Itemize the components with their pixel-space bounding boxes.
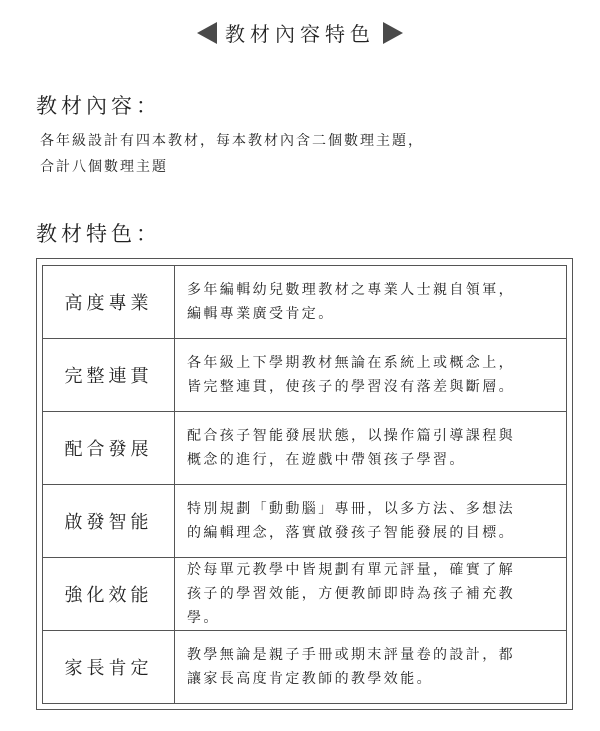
features-table: [42, 265, 567, 704]
page-title: 教材內容特色: [225, 22, 375, 46]
content-line: 各年級設計有四本教材，每本教材內含二個數理主題，: [40, 133, 424, 149]
table-row: [43, 266, 567, 339]
feature-description: [175, 266, 567, 339]
description-line: 編輯專業廣受肯定。: [187, 306, 335, 322]
content-line: 合計八個數理主題: [40, 159, 168, 175]
feature-description: [175, 339, 567, 412]
description-line: 皆完整連貫，使孩子的學習沒有落差與斷層。: [187, 379, 515, 395]
table-row: [43, 558, 567, 631]
feature-description: [175, 485, 567, 558]
feature-description: [175, 412, 567, 485]
table-row: [43, 412, 567, 485]
feature-name: 完整連貫: [43, 339, 175, 412]
description-line: 學。: [187, 610, 220, 626]
right-arrow-icon: [383, 22, 403, 44]
description-line: 多年編輯幼兒數理教材之專業人士親自領軍，: [187, 282, 515, 298]
description-line: 配合孩子智能發展狀態，以操作篇引導課程與: [187, 428, 515, 444]
page-header: [0, 18, 600, 47]
content-description: [40, 128, 424, 180]
table-row: [43, 485, 567, 558]
left-arrow-icon: [197, 22, 217, 44]
description-line: 教學無論是親子手冊或期末評量卷的設計，都: [187, 647, 515, 663]
description-line: 於每單元教學中皆規劃有單元評量，確實了解: [187, 562, 515, 578]
feature-description: [175, 631, 567, 704]
feature-name: 配合發展: [43, 412, 175, 485]
table-row: [43, 631, 567, 704]
description-line: 讓家長高度肯定教師的教學效能。: [187, 671, 433, 687]
feature-name: 強化效能: [43, 558, 175, 631]
features-heading: 教材特色：: [36, 222, 161, 246]
feature-description: [175, 558, 567, 631]
description-line: 孩子的學習效能，方便教師即時為孩子補充教: [187, 586, 515, 602]
feature-name: 高度專業: [43, 266, 175, 339]
feature-name: 啟發智能: [43, 485, 175, 558]
description-line: 的編輯理念，落實啟發孩子智能發展的目標。: [187, 525, 515, 541]
description-line: 特別規劃「動動腦」專冊，以多方法、多想法: [187, 501, 515, 517]
description-line: 概念的進行，在遊戲中帶領孩子學習。: [187, 452, 466, 468]
feature-name: 家長肯定: [43, 631, 175, 704]
table-row: [43, 339, 567, 412]
content-heading: 教材內容：: [36, 94, 161, 118]
description-line: 各年級上下學期教材無論在系統上或概念上，: [187, 355, 515, 371]
